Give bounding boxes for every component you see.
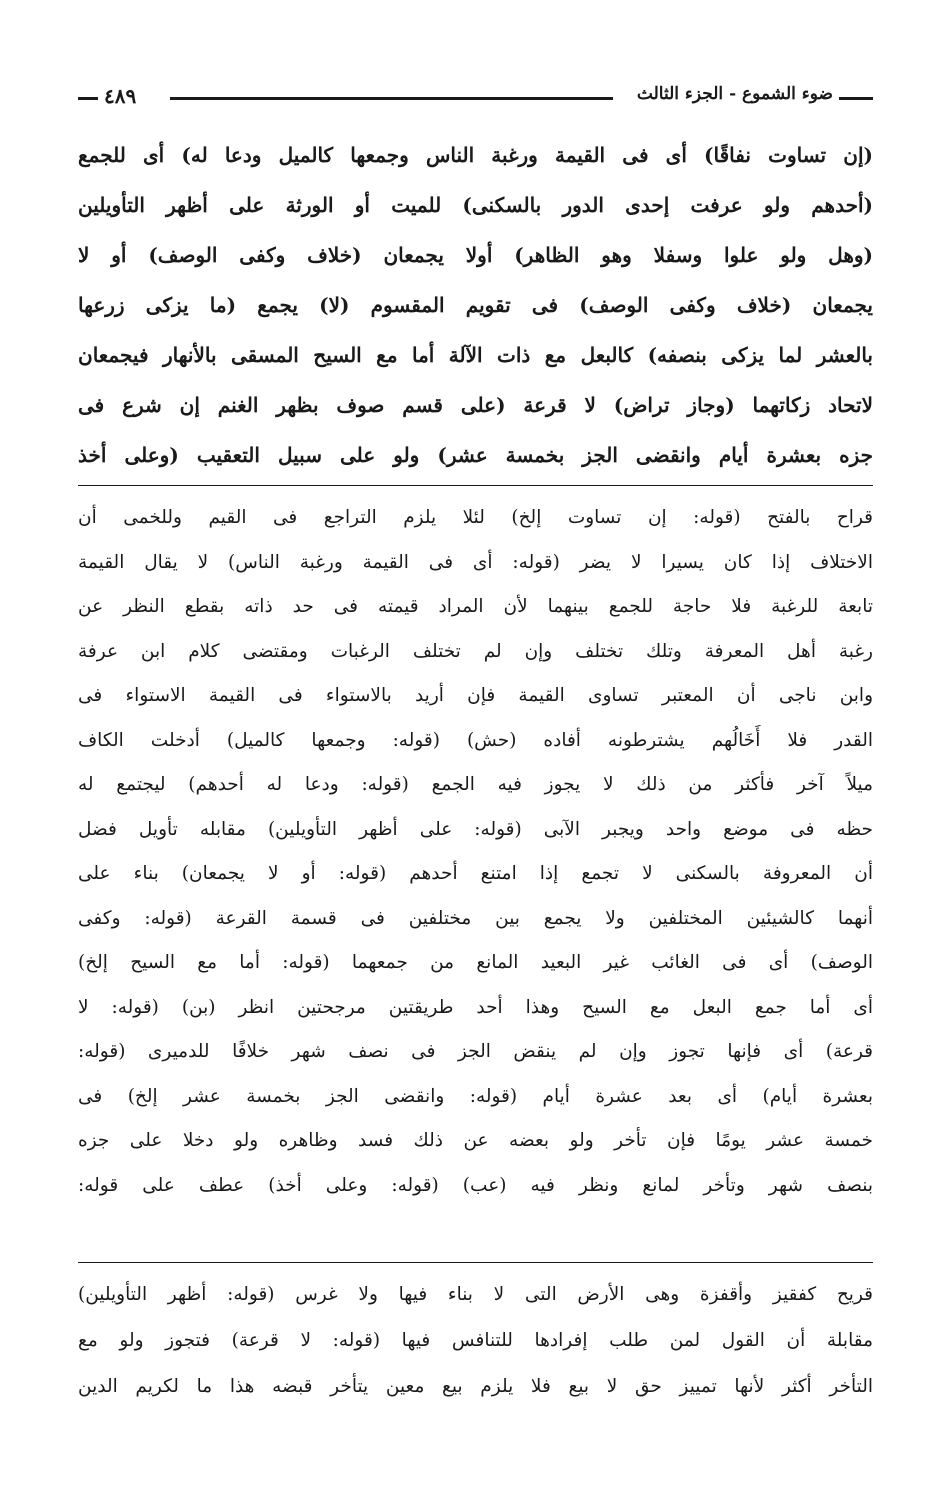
commentary-line: ميلاً آخر فأكثر من ذلك لا يجوز فيه الجمع (قوله: ودعا له أحدهم) ليجتمع له bbox=[78, 774, 873, 795]
commentary-line: حظه فى موضع واحد ويجبر الآبى (قوله: على أظهر التأويلين) مقابله تأويل فضل bbox=[78, 818, 873, 840]
footnote-text bbox=[78, 1272, 873, 1410]
main-line: (إن تساوت نفاقًا) أى فى القيمة ورغبة الناس وجمعها كالميل ودعا له) أى للجمع bbox=[78, 143, 873, 167]
footnote-line: التأخر أكثر لأنها تمييز حق لا بيع فلا يلزم بيع معين يتأخر قبضه هذا ما لكريم الدين bbox=[78, 1376, 873, 1397]
commentary-line: بنصف شهر وتأخر لمانع ونظر فيه (عب) (قوله: وعلى أخذ) عطف على قوله: bbox=[78, 1174, 873, 1196]
commentary-line: قراح بالفتح (قوله: إن تساوت إلخ) لئلا يلزم التراجع فى القيم وللخمى أن bbox=[78, 507, 873, 528]
main-line: (أحدهم ولو عرفت إحدى الدور بالسكنى) للميت أو الورثة على أظهر التأويلين bbox=[78, 193, 873, 217]
footnote-line: مقابلة أن القول لمن طلب إفرادها للتنافس فيها (قوله: لا قرعة) فتجوز ولو مع bbox=[78, 1330, 873, 1351]
main-line: (وهل ولو علوا وسفلا وهو الظاهر) أولا يجمعان (خلاف وكفى الوصف) أو لا bbox=[78, 243, 873, 267]
section-divider bbox=[78, 485, 873, 486]
main-line: جزه بعشرة أيام وانقضى الجز بخمسة عشر) ولو على سبيل التعقيب (وعلى أخذ bbox=[78, 443, 873, 467]
header-dash-right bbox=[839, 97, 873, 100]
commentary-line: أن المعروفة بالسكنى لا تجمع إذا امتنع أحدهم (قوله: أو لا يجمعان) بناء على bbox=[78, 863, 873, 884]
commentary-line: قرعة) أى فإنها تجوز وإن لم ينقض الجز فى نصف شهر خلافًا للدميرى (قوله: bbox=[78, 1041, 873, 1062]
commentary-line: خمسة عشر يومًا فإن تأخر ولو بعضه عن ذلك فسد وظاهره ولو دخلا على جزه bbox=[78, 1130, 873, 1151]
commentary-line: بعشرة أيام) أى بعد عشرة أيام (قوله: وانقضى الجز بخمسة عشر إلخ) فى bbox=[78, 1085, 873, 1107]
commentary-line: القدر فلا أَخَالُهم يشترطونه أفاده (حش) (قوله: وجمعها كالميل) أدخلت الكاف bbox=[78, 729, 873, 751]
main-text bbox=[78, 130, 873, 480]
book-page bbox=[78, 72, 873, 1452]
page-number: ٤٨٩ bbox=[104, 84, 137, 108]
commentary-line: وابن ناجى أن المعتبر تساوى القيمة فإن أريد بالاستواء فى القيمة الاستواء فى bbox=[78, 685, 873, 706]
commentary-line: رغبة أهل المعرفة وتلك تختلف وإن لم تختلف الرغبات ومقتضى كلام ابن عرفة bbox=[78, 640, 873, 662]
running-title: ضوء الشموع - الجزء الثالث bbox=[636, 84, 833, 104]
main-line: يجمعان (خلاف وكفى الوصف) فى تقويم المقسوم (لا) يجمع (ما يزكى زرعها bbox=[78, 293, 873, 317]
commentary-line: الاختلاف إذا كان يسيرا لا يضر (قوله: أى فى القيمة ورغبة الناس) لا يقال القيمة bbox=[78, 551, 873, 573]
footnote-line: قريح كفقيز وأقفزة وهى الأرض التى لا بناء فيها ولا غرس (قوله: أظهر التأويلين) bbox=[78, 1284, 873, 1305]
commentary-line: الوصف) أى فى الغائب غير البعيد المانع من جمعهما (قوله: أما مع السيح إلخ) bbox=[78, 952, 873, 973]
main-line: بالعشر لما يزكى بنصفه) كالبعل مع ذات الآلة أما مع السيح المسقى بالأنهار فيجمعان bbox=[78, 343, 873, 367]
header-rule bbox=[170, 97, 613, 100]
page-header bbox=[78, 80, 873, 116]
commentary-line: أنهما كالشيئين المختلفين ولا يجمع بين مختلفين فى قسمة القرعة (قوله: وكفى bbox=[78, 907, 873, 929]
commentary-line: أى أما جمع البعل مع السيح وهذا أحد طريقتين مرجحتين انظر (بن) (قوله: لا bbox=[78, 996, 873, 1018]
commentary-text bbox=[78, 496, 873, 1208]
section-divider bbox=[78, 1262, 873, 1263]
header-dash-left bbox=[78, 97, 98, 100]
main-line: لاتحاد زكاتهما (وجاز تراض) لا قرعة (على قسم صوف بظهر الغنم إن شرع فى bbox=[78, 393, 873, 417]
commentary-line: تابعة للرغبة فلا حاجة للجمع بينهما لأن المراد قيمته فى حد ذاته بقطع النظر عن bbox=[78, 596, 873, 617]
